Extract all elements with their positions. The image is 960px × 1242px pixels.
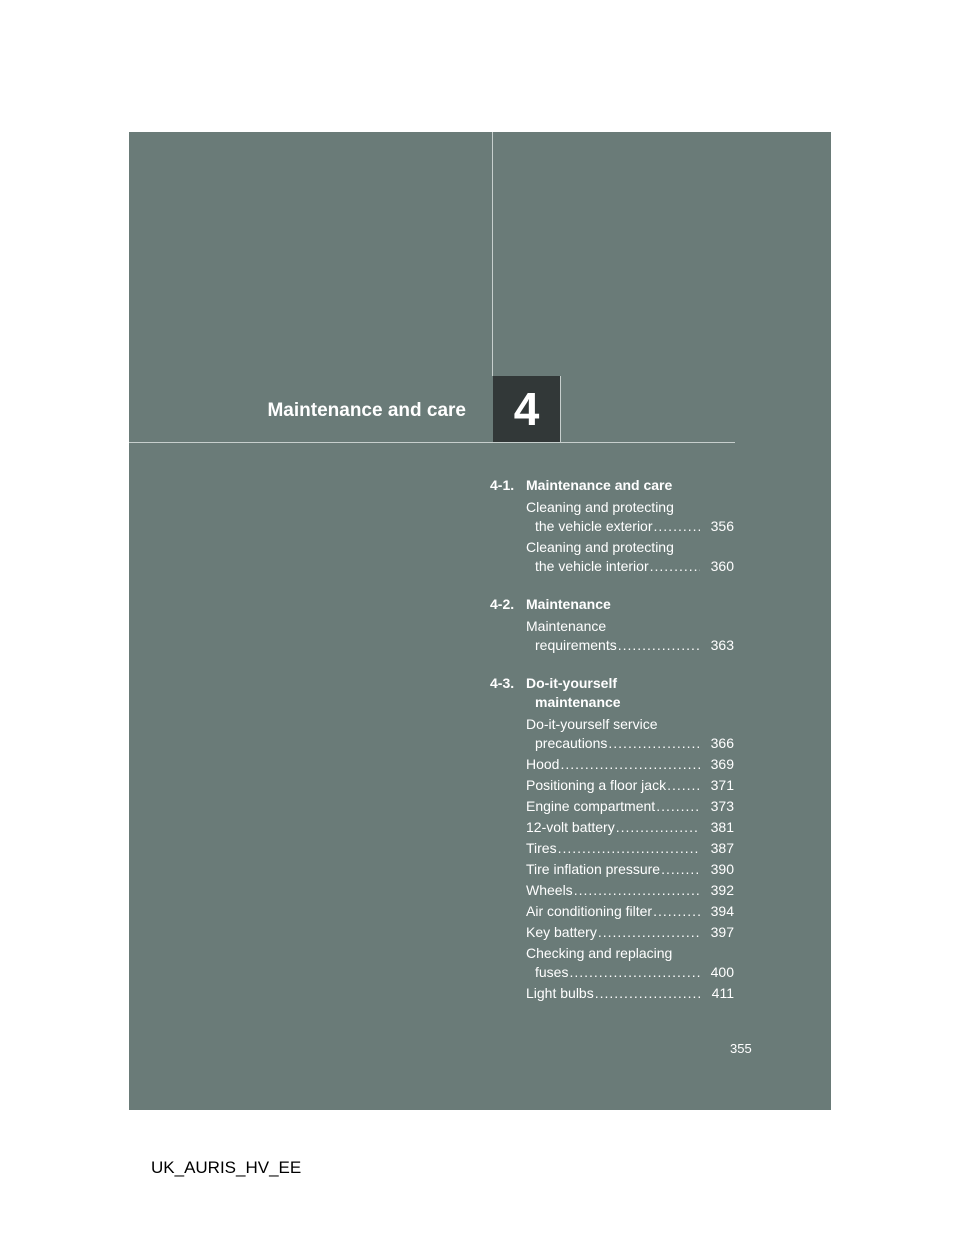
document-code: UK_AURIS_HV_EE bbox=[151, 1158, 302, 1177]
dot-leader bbox=[616, 818, 700, 837]
toc-section-heading[interactable] bbox=[486, 476, 734, 495]
dot-leader bbox=[667, 776, 700, 795]
toc-page-number: 373 bbox=[710, 798, 734, 814]
toc-page-number: 381 bbox=[710, 819, 734, 835]
toc-entry[interactable] bbox=[526, 797, 734, 816]
toc-section bbox=[486, 476, 734, 576]
toc-entry[interactable] bbox=[526, 839, 734, 858]
toc-entry-text: Positioning a floor jack bbox=[526, 777, 667, 793]
toc-entry-text: the vehicle interior bbox=[535, 558, 649, 574]
toc-entry[interactable] bbox=[526, 902, 734, 921]
chapter-title: Maintenance and care bbox=[267, 400, 466, 421]
toc-entry-text: fuses bbox=[535, 964, 569, 980]
toc-section-heading[interactable] bbox=[486, 595, 734, 614]
section-number: 4-2. bbox=[490, 596, 515, 612]
dot-leader bbox=[574, 881, 700, 900]
dot-leader bbox=[653, 902, 700, 921]
toc-entry[interactable] bbox=[526, 984, 734, 1003]
toc-entry[interactable] bbox=[526, 860, 734, 879]
table-of-contents bbox=[486, 476, 734, 1022]
chapter-number-box: 4 bbox=[493, 376, 561, 442]
toc-entry-text: Wheels bbox=[526, 882, 573, 898]
toc-entry-text: Maintenance bbox=[526, 618, 607, 634]
dot-leader bbox=[650, 557, 700, 576]
section-title: Maintenance and care bbox=[526, 477, 673, 493]
dot-leader bbox=[654, 517, 700, 536]
toc-page-number: 400 bbox=[710, 964, 734, 980]
toc-page-number: 387 bbox=[710, 840, 734, 856]
toc-entry-text: Do-it-yourself service bbox=[526, 716, 658, 732]
toc-entry[interactable] bbox=[526, 617, 734, 655]
toc-entry-text: Tires bbox=[526, 840, 557, 856]
toc-entry[interactable] bbox=[526, 538, 734, 576]
toc-section bbox=[486, 674, 734, 1003]
toc-entry[interactable] bbox=[526, 881, 734, 900]
toc-entry-text: 12-volt battery bbox=[526, 819, 615, 835]
toc-entry-text: Key battery bbox=[526, 924, 597, 940]
toc-entry-text: Air conditioning filter bbox=[526, 903, 653, 919]
toc-entry[interactable] bbox=[526, 944, 734, 982]
horizontal-divider bbox=[129, 442, 735, 443]
dot-leader bbox=[569, 963, 700, 982]
toc-page-number: 369 bbox=[710, 756, 734, 772]
toc-entry-text: Engine compartment bbox=[526, 798, 656, 814]
toc-page-number: 371 bbox=[710, 777, 734, 793]
dot-leader bbox=[661, 860, 700, 879]
toc-entry-text: Cleaning and protecting bbox=[526, 499, 674, 515]
toc-entry-text: Hood bbox=[526, 756, 560, 772]
toc-entry[interactable] bbox=[526, 715, 734, 753]
section-title: Maintenance bbox=[526, 596, 611, 612]
toc-entry-text: precautions bbox=[535, 735, 608, 751]
dot-leader bbox=[598, 923, 700, 942]
toc-page-number: 392 bbox=[710, 882, 734, 898]
toc-page-number: 397 bbox=[710, 924, 734, 940]
toc-entry-text: Cleaning and protecting bbox=[526, 539, 674, 555]
toc-section bbox=[486, 595, 734, 655]
section-number: 4-1. bbox=[490, 477, 515, 493]
dot-leader bbox=[558, 839, 700, 858]
toc-page-number: 366 bbox=[710, 735, 734, 751]
toc-page-number: 356 bbox=[710, 518, 734, 534]
dot-leader bbox=[656, 797, 700, 816]
toc-page-number: 360 bbox=[710, 558, 734, 574]
vertical-divider bbox=[492, 132, 493, 376]
section-title: Do-it-yourself bbox=[526, 675, 617, 691]
page-number: 355 bbox=[730, 1041, 752, 1056]
toc-entry-text: Light bulbs bbox=[526, 985, 594, 1001]
toc-page-number: 363 bbox=[710, 637, 734, 653]
dot-leader bbox=[618, 636, 700, 655]
toc-entry[interactable] bbox=[526, 818, 734, 837]
toc-entry[interactable] bbox=[526, 776, 734, 795]
dot-leader bbox=[608, 734, 700, 753]
toc-page-number: 394 bbox=[710, 903, 734, 919]
dot-leader bbox=[560, 755, 700, 774]
toc-entry[interactable] bbox=[526, 923, 734, 942]
toc-page-number: 411 bbox=[711, 985, 734, 1001]
toc-entry-text: the vehicle exterior bbox=[535, 518, 653, 534]
toc-entry-text: Tire inflation pressure bbox=[526, 861, 661, 877]
toc-entry[interactable] bbox=[526, 498, 734, 536]
toc-page-number: 390 bbox=[710, 861, 734, 877]
section-title: maintenance bbox=[535, 694, 621, 710]
toc-entry-text: Checking and replacing bbox=[526, 945, 673, 961]
section-number: 4-3. bbox=[490, 675, 515, 691]
dot-leader bbox=[595, 984, 700, 1003]
toc-entry-text: requirements bbox=[535, 637, 617, 653]
toc-entry[interactable] bbox=[526, 755, 734, 774]
toc-section-heading[interactable] bbox=[486, 674, 734, 712]
